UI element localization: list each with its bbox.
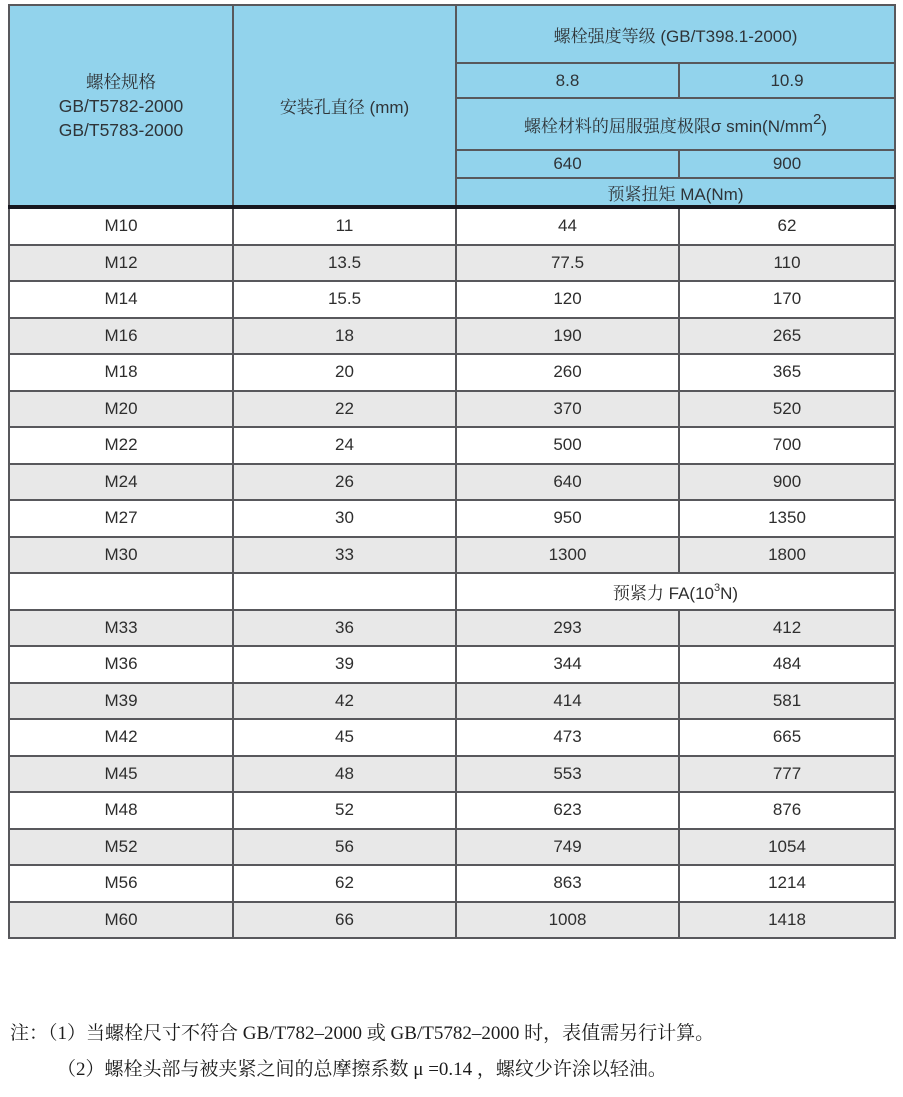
hole-diameter-cell: 26 <box>233 464 456 501</box>
grade109-value-cell: 581 <box>679 683 895 720</box>
hole-diameter-cell: 15.5 <box>233 281 456 318</box>
grade109-value-cell: 876 <box>679 792 895 829</box>
hole-diameter-cell: 30 <box>233 500 456 537</box>
table-row <box>9 756 895 793</box>
yield-strength-label-close: ) <box>821 116 828 136</box>
table-row <box>9 207 895 245</box>
note-2-text: 螺栓头部与被夹紧之间的总摩擦系数 μ =0.14 ，螺纹少许涂以轻油。 <box>104 1059 667 1080</box>
grade88-value-cell: 77.5 <box>456 245 679 282</box>
footnotes <box>10 1016 890 1088</box>
grade109-value-cell: 1800 <box>679 537 895 574</box>
hole-diameter-cell: 24 <box>233 427 456 464</box>
grade88-value-cell: 370 <box>456 391 679 428</box>
hole-diameter-header-cell: 安装孔直径 (mm) <box>233 5 456 207</box>
footnote-2 <box>10 1052 890 1088</box>
bolt-spec-standard-1: GB/T5782-2000 <box>58 95 184 116</box>
hole-diameter-cell: 11 <box>233 207 456 245</box>
bolt-spec-cell: M24 <box>9 464 233 501</box>
empty-hole-cell <box>233 573 456 610</box>
grade88-value-cell: 120 <box>456 281 679 318</box>
hole-diameter-cell: 33 <box>233 537 456 574</box>
note-2-number: （2） <box>57 1059 105 1080</box>
bolt-spec-cell: M20 <box>9 391 233 428</box>
bolt-spec-cell: M60 <box>9 902 233 939</box>
table-row <box>9 902 895 939</box>
grade109-value-cell: 1418 <box>679 902 895 939</box>
hole-diameter-cell: 39 <box>233 646 456 683</box>
preload-section-label-cell: 预紧力 $FA(10^3N)$ <box>456 573 895 610</box>
grade88-value-cell: 293 <box>456 610 679 647</box>
bolt-spec-cell: M48 <box>9 792 233 829</box>
bolt-spec-title: 螺栓规格 <box>86 71 156 92</box>
grade88-value-cell: 863 <box>456 865 679 902</box>
yield-900-header-cell: 900 <box>679 150 895 178</box>
table-row <box>9 318 895 355</box>
bolt-spec-header-label <box>14 70 228 142</box>
note-1-text: 当螺栓尺寸不符合 GB/T782–2000 或 GB/T5782–2000 时，表值需另行计算。 <box>86 1023 715 1044</box>
hole-diameter-cell: 18 <box>233 318 456 355</box>
grade88-value-cell: 1300 <box>456 537 679 574</box>
grade88-value-cell: 749 <box>456 829 679 866</box>
bolt-spec-cell: M30 <box>9 537 233 574</box>
grade88-value-cell: 44 <box>456 207 679 245</box>
bolt-spec-cell: M16 <box>9 318 233 355</box>
hole-diameter-cell: 45 <box>233 719 456 756</box>
bolt-spec-cell: M22 <box>9 427 233 464</box>
table-row <box>9 500 895 537</box>
grade88-value-cell: 553 <box>456 756 679 793</box>
hole-diameter-cell: 20 <box>233 354 456 391</box>
grade88-value-cell: 623 <box>456 792 679 829</box>
hole-diameter-cell: 66 <box>233 902 456 939</box>
superscript-3: 3 <box>714 582 721 595</box>
empty-spec-cell <box>9 573 233 610</box>
bolt-spec-cell: M18 <box>9 354 233 391</box>
grade-88-header-cell: 8.8 <box>456 63 679 98</box>
grade88-value-cell: 500 <box>456 427 679 464</box>
grade109-value-cell: 365 <box>679 354 895 391</box>
bolt-spec-cell: M33 <box>9 610 233 647</box>
grade109-value-cell: 1350 <box>679 500 895 537</box>
bolt-torque-table-container <box>8 4 894 939</box>
grade109-value-cell: 777 <box>679 756 895 793</box>
grade88-value-cell: 414 <box>456 683 679 720</box>
bolt-spec-cell: M39 <box>9 683 233 720</box>
table-row <box>9 683 895 720</box>
table-row <box>9 391 895 428</box>
grade109-value-cell: 665 <box>679 719 895 756</box>
superscript-2: 2 <box>813 110 822 128</box>
note-1-number: （1） <box>48 1023 87 1044</box>
table-row <box>9 464 895 501</box>
note-prefix: 注： <box>10 1023 49 1044</box>
footnote-1 <box>10 1016 890 1052</box>
grade109-value-cell: 412 <box>679 610 895 647</box>
grade88-value-cell: 640 <box>456 464 679 501</box>
table-row <box>9 427 895 464</box>
bolt-spec-cell: M14 <box>9 281 233 318</box>
grade88-value-cell: 473 <box>456 719 679 756</box>
bolt-spec-cell: M42 <box>9 719 233 756</box>
grade109-value-cell: 520 <box>679 391 895 428</box>
grade109-value-cell: 900 <box>679 464 895 501</box>
grade109-value-cell: 1054 <box>679 829 895 866</box>
bolt-spec-cell: M27 <box>9 500 233 537</box>
grade109-value-cell: 265 <box>679 318 895 355</box>
bolt-spec-cell: M56 <box>9 865 233 902</box>
grade109-value-cell: 170 <box>679 281 895 318</box>
table-row <box>9 354 895 391</box>
grade109-value-cell: 110 <box>679 245 895 282</box>
hole-diameter-cell: 22 <box>233 391 456 428</box>
grade109-value-cell: 1214 <box>679 865 895 902</box>
table-row <box>9 610 895 647</box>
table-header <box>9 5 895 207</box>
table-row <box>9 537 895 574</box>
table-row <box>9 865 895 902</box>
grade109-value-cell: 62 <box>679 207 895 245</box>
grade88-value-cell: 344 <box>456 646 679 683</box>
bolt-spec-cell: M12 <box>9 245 233 282</box>
hole-diameter-cell: 48 <box>233 756 456 793</box>
bolt-spec-standard-2: GB/T5783-2000 <box>58 119 184 140</box>
bolt-spec-cell: M10 <box>9 207 233 245</box>
hole-diameter-cell: 56 <box>233 829 456 866</box>
yield-strength-label: 螺栓材料的屈服强度极限σ smin(N/mm <box>523 116 814 136</box>
grade88-value-cell: 950 <box>456 500 679 537</box>
bolt-spec-cell: M36 <box>9 646 233 683</box>
hole-diameter-cell: 36 <box>233 610 456 647</box>
preload-section-row <box>9 573 895 610</box>
bolt-spec-header-cell <box>9 5 233 207</box>
table-row <box>9 646 895 683</box>
pretightening-torque-header-cell: 预紧扭矩 MA(Nm) <box>456 178 895 207</box>
table-row <box>9 245 895 282</box>
grade88-value-cell: 190 <box>456 318 679 355</box>
hole-diameter-cell: 62 <box>233 865 456 902</box>
grade88-value-cell: 260 <box>456 354 679 391</box>
bolt-spec-cell: M52 <box>9 829 233 866</box>
bolt-spec-cell: M45 <box>9 756 233 793</box>
yield-strength-header-cell <box>456 98 895 150</box>
hole-diameter-cell: 42 <box>233 683 456 720</box>
grade88-value-cell: 1008 <box>456 902 679 939</box>
strength-grade-header-cell: 螺栓强度等级 (GB/T398.1-2000) <box>456 5 895 63</box>
table-row <box>9 792 895 829</box>
hole-diameter-cell: 13.5 <box>233 245 456 282</box>
table-row <box>9 829 895 866</box>
grade109-value-cell: 484 <box>679 646 895 683</box>
grade-109-header-cell: 10.9 <box>679 63 895 98</box>
bolt-torque-table <box>8 4 896 939</box>
table-row <box>9 281 895 318</box>
header-row-strength-grade <box>9 5 895 63</box>
table-row <box>9 719 895 756</box>
hole-diameter-cell: 52 <box>233 792 456 829</box>
yield-640-header-cell: 640 <box>456 150 679 178</box>
grade109-value-cell: 700 <box>679 427 895 464</box>
table-body <box>9 207 895 938</box>
